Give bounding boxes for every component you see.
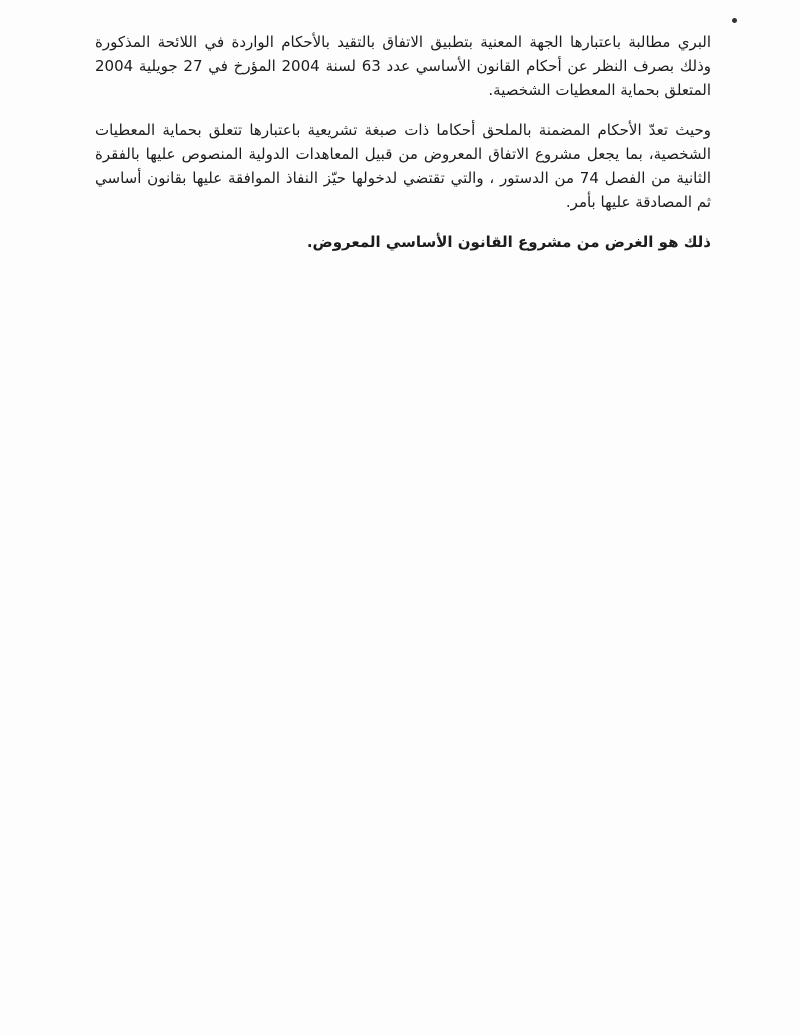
document-body — [95, 30, 711, 270]
paragraph-1: البري مطالبة باعتبارها الجهة المعنية بتطبيق الاتفاق بالتقيد بالأحكام الواردة في اللائحة المذكورة وذلك بصرف النظر عن أحكام القانون الأساسي عدد 63 لسنة 2004 المؤرخ في 27 جويلية 2004 المتعلق بحماية المعطيات الشخصية. — [95, 33, 711, 99]
paragraph-2: وحيث تعدّ الأحكام المضمنة بالملحق أحكاما ذات صبغة تشريعية باعتبارها تتعلق بحماية المعطيات الشخصية، بما يجعل مشروع الاتفاق المعروض من قبيل المعاهدات الدولية المنصوص عليها بالفقرة الثانية من الفصل 74 من الدستور ، والتي تقتضي لدخولها حيّز النفاذ الموافقة عليها بقانون أساسي ثم المصادقة عليها بأمر. — [95, 121, 712, 211]
page-mark-dot — [732, 18, 737, 23]
closing-statement: ذلك هو الغرض من مشروع القانون الأساسي المعروض. — [306, 233, 711, 251]
